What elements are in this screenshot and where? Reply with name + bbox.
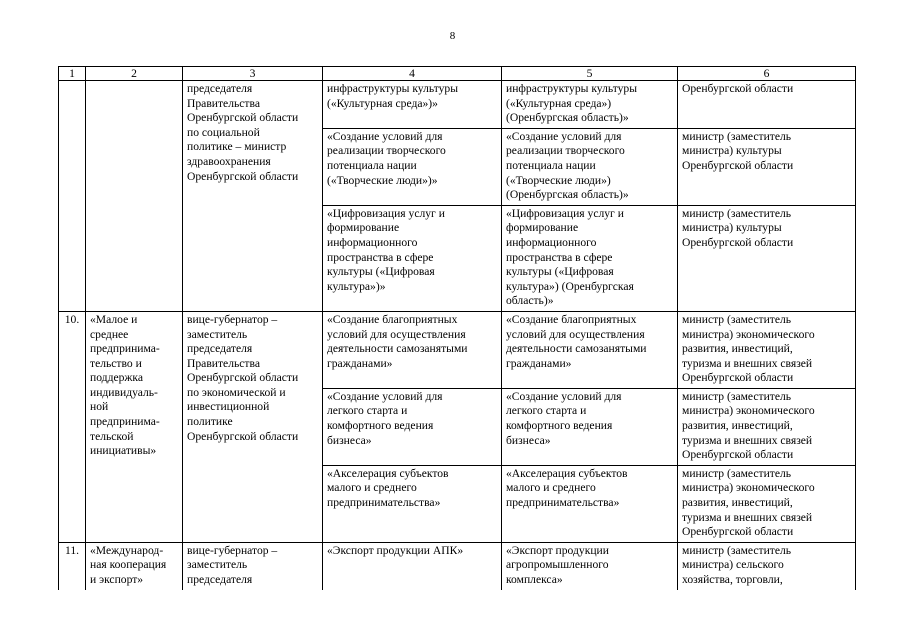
- regional-project-cell: «Цифровизация услуг и формирование информационного пространства в сфере культуры («Цифровая культура»)»: [323, 205, 502, 311]
- federal-project-cell: «Цифровизация услуг и формирование информационного пространства в сфере культуры («Цифровая культура») (Оренбургская область)»: [502, 205, 678, 311]
- regional-project-cell: «Акселерация субъектов малого и среднего предпринимательства»: [323, 465, 502, 542]
- responsible-cell: министр (заместитель министра) экономического развития, инвестиций, туризма и внешних связей Оренбургской области: [678, 388, 856, 465]
- responsible-cell: министр (заместитель министра) культуры Оренбургской области: [678, 205, 856, 311]
- column-header-5: 5: [502, 67, 678, 81]
- column-header-1: 1: [59, 67, 86, 81]
- national-project-cell: «Международ- ная кооперация и экспорт»: [86, 542, 183, 589]
- regional-project-cell: «Создание благоприятных условий для осуществления деятельности самозанятыми гражданами»: [323, 311, 502, 388]
- item-number-cell: 11.: [59, 542, 86, 589]
- projects-table: [58, 66, 856, 590]
- national-project-cell: «Малое и среднее предпринима- тельство и поддержка индивидуаль- ной предпринима- тельской инициативы»: [86, 311, 183, 542]
- federal-project-cell: «Создание условий для реализации творческого потенциала нации («Творческие люди») (Оренбургская область)»: [502, 128, 678, 205]
- column-header-3: 3: [183, 67, 323, 81]
- item-number-cell: 10.: [59, 311, 86, 542]
- responsible-cell: министр (заместитель министра) экономического развития, инвестиций, туризма и внешних связей Оренбургской области: [678, 311, 856, 388]
- cont-curator-cell: председателя Правительства Оренбургской области по социальной политике – министр здравоохранения Оренбургской области: [183, 81, 323, 312]
- regional-project-cell: «Создание условий для легкого старта и комфортного ведения бизнеса»: [323, 388, 502, 465]
- federal-project-cell: «Акселерация субъектов малого и среднего предпринимательства»: [502, 465, 678, 542]
- federal-project-cell: инфраструктуры культуры («Культурная среда») (Оренбургская область)»: [502, 81, 678, 129]
- responsible-cell: министр (заместитель министра) сельского хозяйства, торговли,: [678, 542, 856, 589]
- regional-project-cell: «Экспорт продукции АПК»: [323, 542, 502, 589]
- cont-name-cell: [86, 81, 183, 312]
- cont-number-cell: [59, 81, 86, 312]
- column-header-2: 2: [86, 67, 183, 81]
- table-row: [59, 311, 856, 388]
- responsible-cell: Оренбургской области: [678, 81, 856, 129]
- federal-project-cell: «Создание условий для легкого старта и комфортного ведения бизнеса»: [502, 388, 678, 465]
- column-header-4: 4: [323, 67, 502, 81]
- table-row: [59, 542, 856, 589]
- federal-project-cell: «Экспорт продукции агропромышленного комплекса»: [502, 542, 678, 589]
- column-header-6: 6: [678, 67, 856, 81]
- curator-cell: вице-губернатор – заместитель председателя Правительства Оренбургской области по экономической и инвестиционной политике Оренбургской области: [183, 311, 323, 542]
- table-row: [59, 81, 856, 129]
- page-number: 8: [449, 30, 456, 42]
- federal-project-cell: «Создание благоприятных условий для осуществления деятельности самозанятыми гражданами»: [502, 311, 678, 388]
- responsible-cell: министр (заместитель министра) культуры Оренбургской области: [678, 128, 856, 205]
- curator-cell: вице-губернатор – заместитель председателя: [183, 542, 323, 589]
- regional-project-cell: инфраструктуры культуры («Культурная среда»)»: [323, 81, 502, 129]
- column-number-row: [59, 67, 856, 81]
- regional-project-cell: «Создание условий для реализации творческого потенциала нации («Творческие люди»)»: [323, 128, 502, 205]
- responsible-cell: министр (заместитель министра) экономического развития, инвестиций, туризма и внешних связей Оренбургской области: [678, 465, 856, 542]
